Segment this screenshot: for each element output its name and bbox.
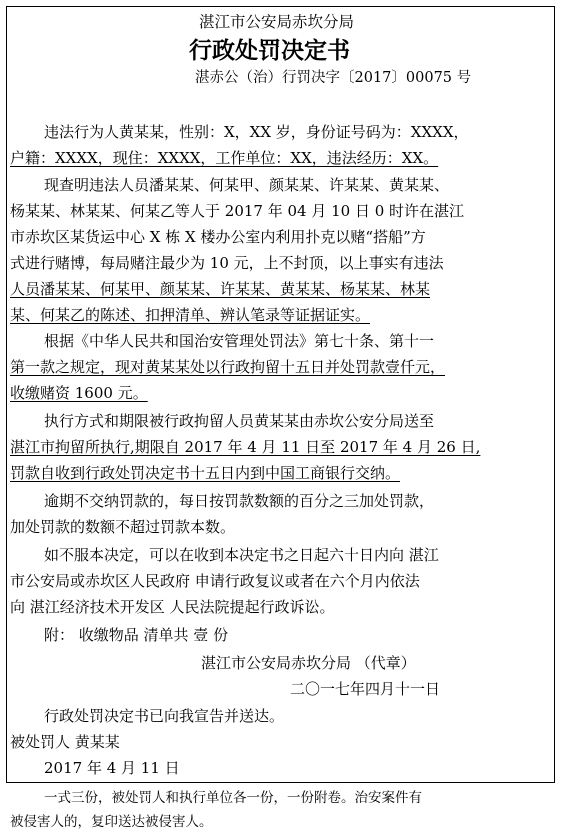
facts-line-1: 现查明违法人员潘某某、何某甲、颜某某、许某某、黄某某、 (44, 176, 450, 194)
offender-info-line-2: 户籍：XXXX，现住：XXXX，工作单位：XX，违法经历：XX。 (10, 149, 439, 167)
facts-line-3: 市赤坎区某货运中心 X 栋 X 楼办公室内利用扑克以赌“搭船”方 (10, 228, 426, 246)
service-acknowledgement: 行政处罚决定书已向我宣告并送达。 (44, 707, 285, 725)
late-payment-line-2: 加处罚款的数额不超过罚款本数。 (10, 518, 236, 536)
appeal-line-2: 市公安局或赤坎区人民政府 申请行政复议或者在六个月内依法 (10, 572, 420, 590)
copies-note-line-2: 被侵害人的，复印送达被侵害人。 (10, 814, 213, 830)
agency-name: 湛江市公安局赤坎分局 (199, 13, 355, 31)
attachment-line: 附： 收缴物品 清单共 壹 份 (44, 626, 229, 644)
facts-line-5: 人员潘某某、何某甲、颜某某、许某某、黄某某、杨某某、林某 (10, 280, 431, 298)
execution-line-1: 执行方式和期限被行政拘留人员黄某某由赤坎公安分局送至 (44, 412, 435, 430)
document-number: 湛赤公（治）行罚决字〔2017〕00075 号 (195, 70, 472, 86)
penalized-person-date: 2017 年 4 月 11 日 (44, 759, 180, 777)
legal-basis-line-2: 第一款之规定，现对黄某某处以行政拘留十五日并处罚款壹仟元， (10, 358, 446, 376)
facts-line-6: 某、何某乙的陈述、扣押清单、辨认笔录等证据证实。 (10, 306, 371, 324)
legal-basis-line-3: 收缴赌资 1600 元。 (10, 384, 148, 402)
execution-line-3: 罚款自收到行政处罚决定书十五日内到中国工商银行交纳。 (10, 464, 401, 482)
issuing-authority: 湛江市公安局赤坎分局 （代章） (201, 654, 416, 672)
legal-basis-line-1: 根据《中华人民共和国治安管理处罚法》第七十条、第十一 (44, 332, 435, 350)
late-payment-line-1: 逾期不交纳罚款的，每日按罚款数额的百分之三加处罚款， (44, 492, 435, 510)
copies-note-line-1: 一式三份，被处罚人和执行单位各一份，一份附卷。治安案件有 (44, 790, 422, 806)
offender-info-line-1: 违法行为人黄某某，性别：X，XX 岁，身份证号码为：XXXX， (44, 123, 469, 141)
document-title: 行政处罚决定书 (189, 37, 350, 64)
facts-line-2: 杨某某、林某某、何某乙等人于 2017 年 04 月 10 日 0 时许在湛江 (10, 202, 465, 220)
issue-date: 二〇一七年四月十一日 (290, 680, 441, 698)
appeal-line-1: 如不服本决定，可以在收到本决定书之日起六十日内向 湛江 (44, 546, 439, 564)
appeal-line-3: 向 湛江经济技术开发区 人民法院提起行政诉讼。 (10, 598, 335, 616)
execution-line-2: 湛江市拘留所执行,期限自 2017 年 4 月 11 日至 2017 年 4 月 26 日, (10, 438, 481, 456)
facts-line-4: 式进行赌博，每局赌注最少为 10 元，上不封顶，以上事实有违法 (10, 254, 444, 272)
penalized-person: 被处罚人 黄某某 (10, 733, 120, 751)
